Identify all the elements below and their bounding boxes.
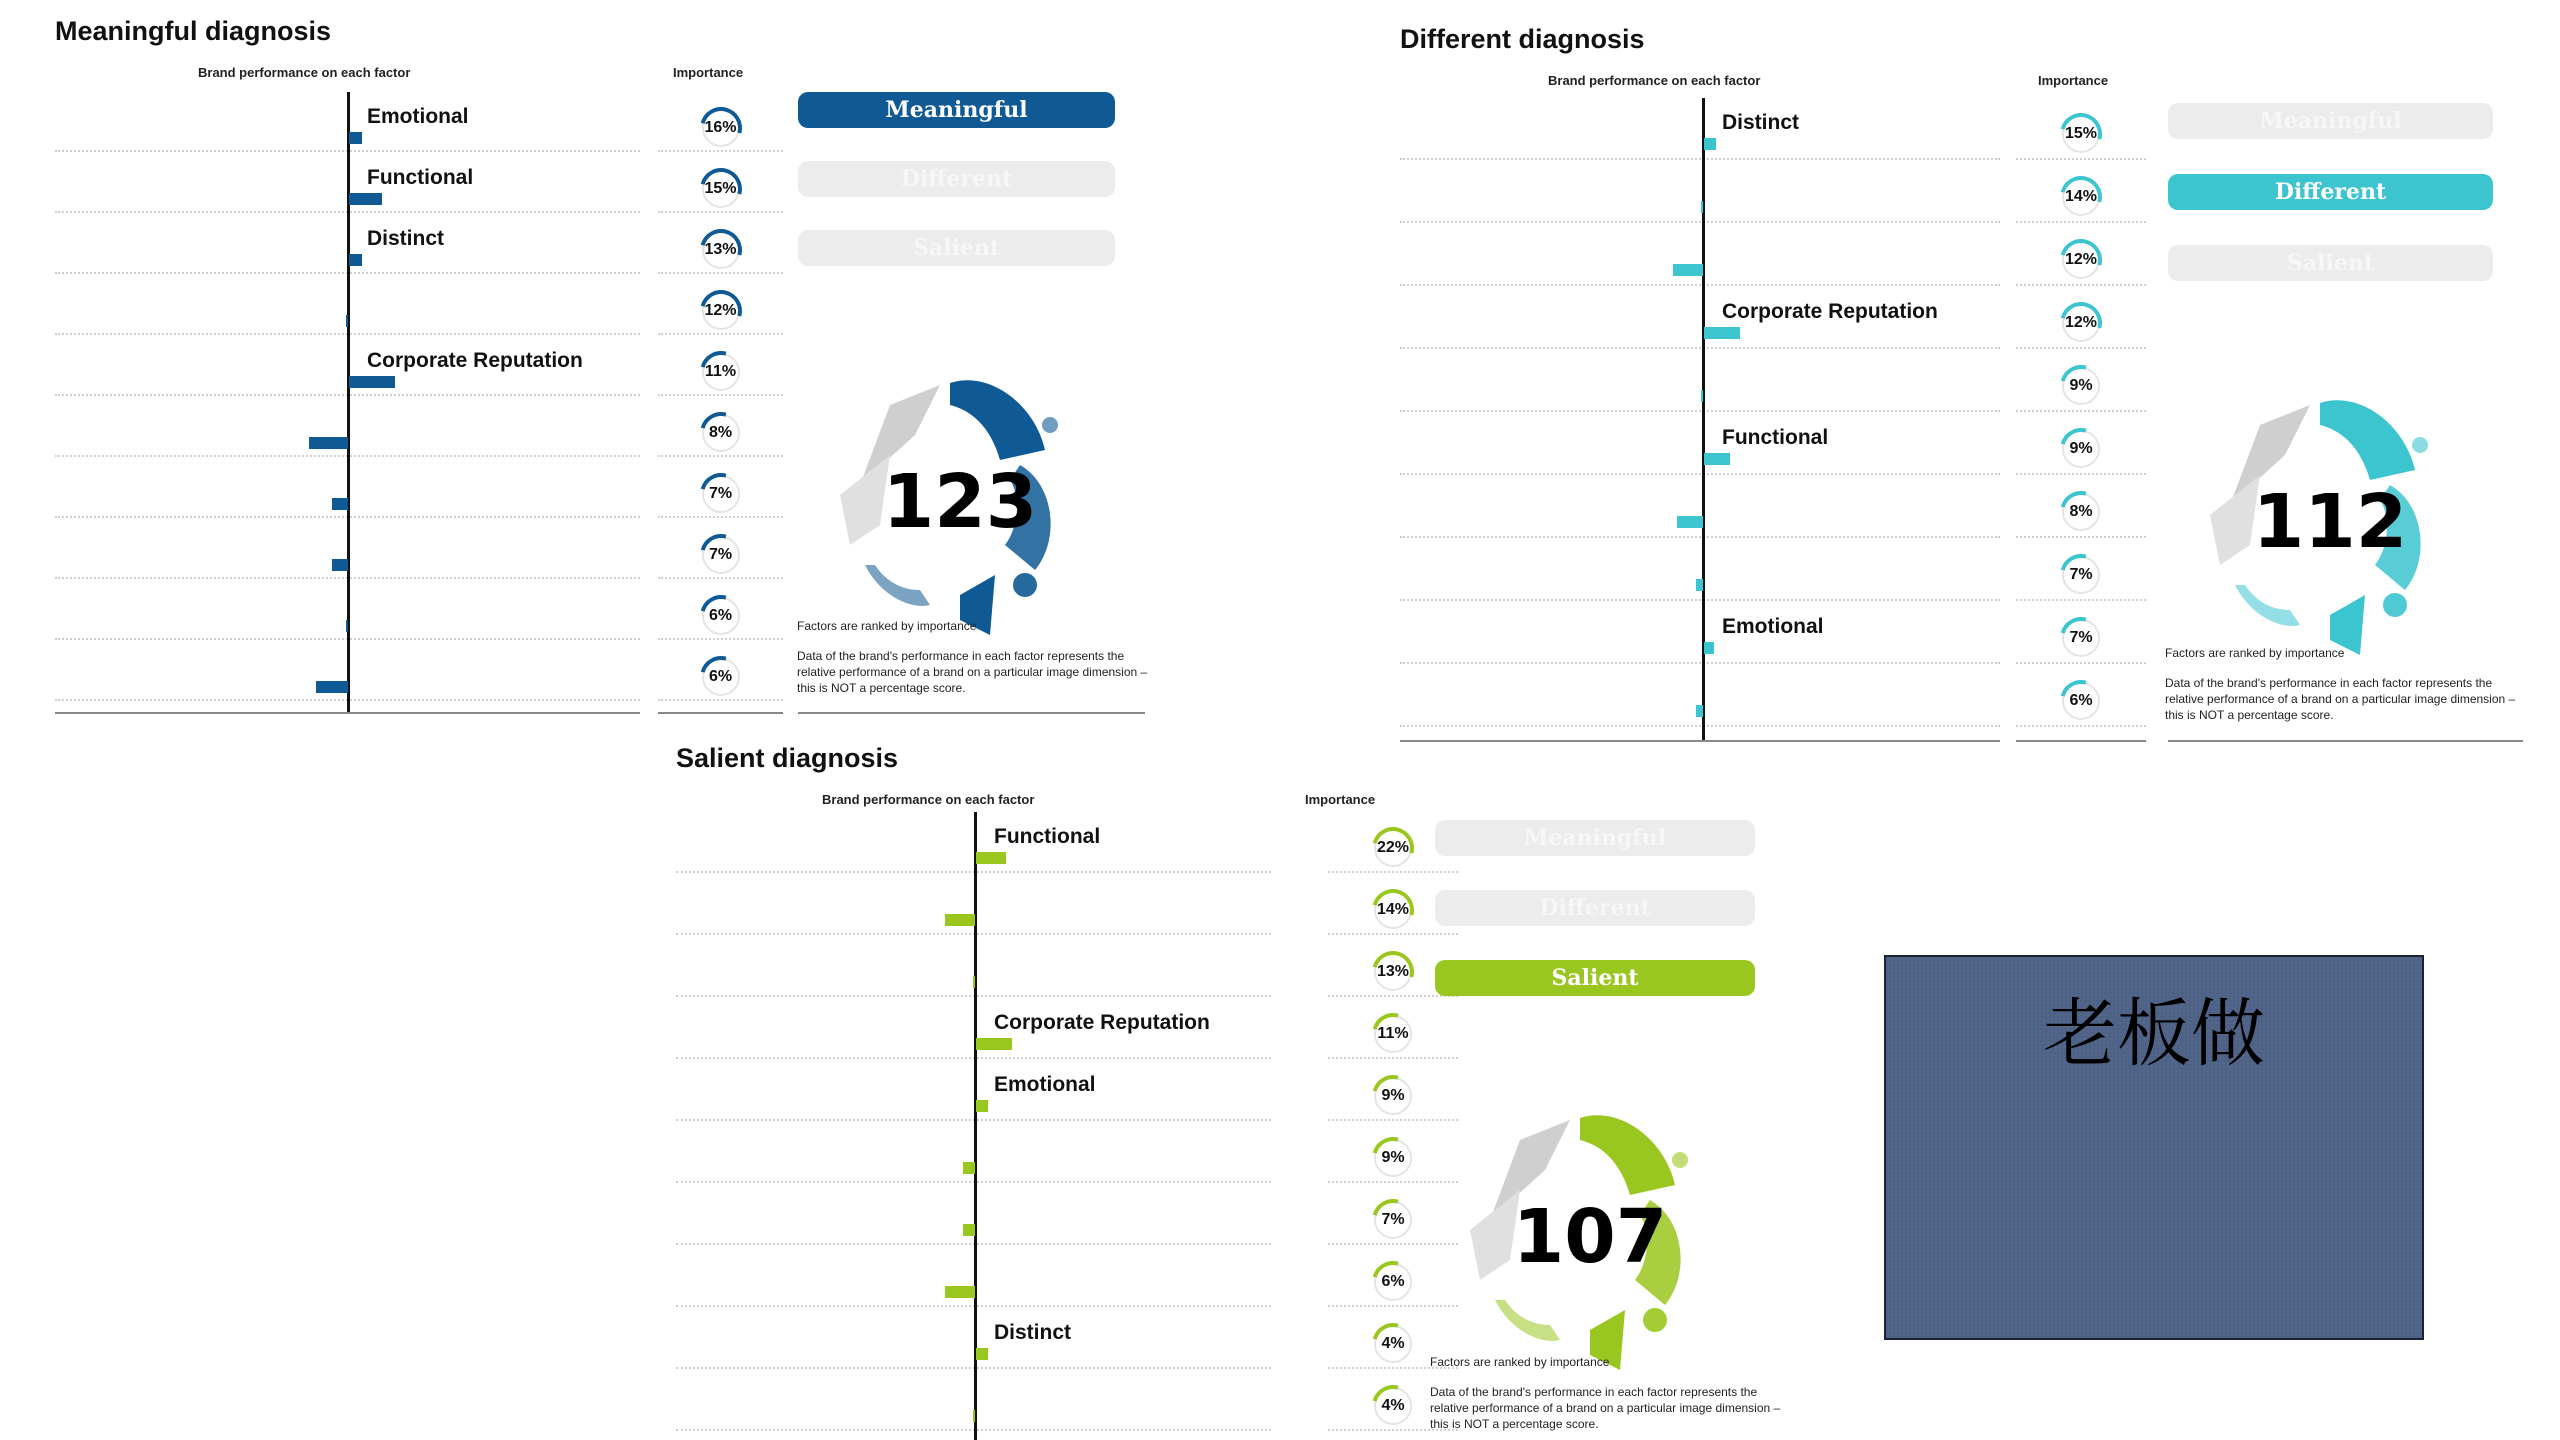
factor-bar	[976, 1038, 1012, 1050]
grid-line	[1400, 347, 2000, 349]
factor-bar	[976, 852, 1006, 864]
factor-bar	[309, 437, 348, 449]
factor-bar	[316, 681, 349, 693]
importance-value: 14%	[2064, 188, 2098, 205]
importance-value: 16%	[704, 119, 737, 136]
grid-line	[2016, 410, 2146, 412]
importance-subhead: Importance	[1305, 792, 1376, 807]
panel-title: Salient diagnosis	[676, 743, 899, 773]
importance-value: 9%	[1381, 1149, 1405, 1166]
importance-value: 11%	[704, 363, 737, 380]
splash-shape	[1580, 1115, 1675, 1195]
factor-bar	[963, 1162, 975, 1174]
grid-line	[2016, 221, 2146, 223]
importance-value: 15%	[2064, 125, 2098, 142]
importance-value: 9%	[1381, 1087, 1405, 1104]
factor-bar	[945, 914, 975, 926]
importance-value: 7%	[1381, 1211, 1405, 1228]
boss-box-text: 老板做	[2043, 991, 2265, 1077]
pill-baseline	[798, 712, 1145, 714]
grid-line	[2016, 284, 2146, 286]
factor-bar	[1704, 642, 1714, 654]
grid-line	[2016, 725, 2146, 727]
panel-title: Different diagnosis	[1400, 24, 1645, 54]
factor-label: Corporate Reputation	[367, 349, 583, 372]
importance-value: 6%	[2069, 692, 2093, 709]
importance-gauge	[2062, 682, 2100, 720]
importance-gauge	[1374, 953, 1412, 991]
factor-bar	[346, 620, 348, 632]
importance-gauge	[1374, 1325, 1412, 1363]
importance-subhead: Importance	[673, 65, 744, 80]
importance-value: 12%	[2064, 251, 2098, 268]
panel-title: Meaningful diagnosis	[55, 16, 332, 46]
factor-bar	[332, 559, 348, 571]
factor-bar	[332, 498, 348, 510]
importance-gauge	[2062, 493, 2100, 531]
chart-baseline	[1400, 740, 2000, 742]
importance-value: 7%	[2069, 566, 2093, 583]
importance-value: 13%	[704, 241, 737, 258]
performance-subhead: Brand performance on each factor	[822, 792, 1035, 807]
importance-baseline	[658, 712, 783, 714]
pill-salient: Salient	[1435, 960, 1755, 996]
importance-baseline	[2016, 740, 2146, 742]
splash-shape	[1013, 573, 1037, 597]
factor-label: Corporate Reputation	[994, 1011, 1210, 1034]
factor-label: Emotional	[367, 105, 469, 128]
importance-value: 6%	[1381, 1273, 1405, 1290]
importance-gauge	[702, 231, 740, 269]
factor-bar	[973, 1410, 975, 1422]
importance-value: 11%	[1377, 1025, 1409, 1042]
factor-label: Functional	[994, 825, 1101, 848]
importance-value: 9%	[2069, 440, 2093, 457]
pill-different: Different	[2168, 174, 2493, 210]
factor-bar	[976, 1348, 988, 1360]
importance-gauge	[2062, 430, 2100, 468]
importance-value: 6%	[708, 668, 733, 685]
factor-label: Corporate Reputation	[1722, 300, 1938, 323]
factor-bar	[973, 976, 975, 988]
importance-gauge	[2062, 619, 2100, 657]
grid-line	[2016, 473, 2146, 475]
importance-value: 12%	[704, 302, 737, 319]
splash-shape	[2383, 593, 2407, 617]
factor-bar	[1696, 579, 1703, 591]
importance-value: 7%	[708, 485, 733, 502]
pill-different: Different	[798, 161, 1115, 197]
importance-value: 9%	[2069, 377, 2093, 394]
factor-bar	[346, 315, 348, 327]
grid-line	[2016, 599, 2146, 601]
importance-value: 13%	[1376, 963, 1410, 980]
importance-gauge	[2062, 241, 2100, 279]
ranking-note: Factors are ranked by importance	[2165, 646, 2345, 660]
importance-gauge	[702, 109, 740, 147]
grid-line	[658, 577, 783, 579]
score-badge	[1450, 1100, 1730, 1380]
score-value: 107	[1512, 1194, 1668, 1281]
grid-line	[658, 516, 783, 518]
factor-bar	[1704, 138, 1716, 150]
factor-label: Distinct	[367, 227, 445, 250]
importance-value: 8%	[708, 424, 733, 441]
importance-value: 7%	[708, 546, 733, 563]
splash-shape	[1672, 1152, 1688, 1168]
grid-line	[2016, 662, 2146, 664]
importance-gauge	[702, 536, 740, 574]
splash-shape	[1495, 1300, 1560, 1341]
factor-bar	[349, 254, 362, 266]
grid-line	[1328, 871, 1458, 873]
score-badge	[820, 365, 1100, 645]
importance-gauge	[702, 475, 740, 513]
factor-bar	[349, 132, 362, 144]
importance-gauge	[1374, 891, 1412, 929]
score-value: 112	[2252, 479, 2408, 566]
grid-line	[2016, 536, 2146, 538]
data-note: Data of the brand's performance in each factor represents the relative performance of a brand on a particular image dimension – this is NOT a percentage score.	[797, 649, 1148, 695]
grid-line	[658, 272, 783, 274]
data-note: Data of the brand's performance in each factor represents the relative performance of a brand on a particular image dimension – this is NOT a percentage score.	[1430, 1385, 1781, 1431]
importance-value: 7%	[2069, 629, 2093, 646]
importance-gauge	[1374, 1263, 1412, 1301]
importance-gauge	[702, 597, 740, 635]
performance-subhead: Brand performance on each factor	[198, 65, 411, 80]
factor-label: Distinct	[994, 1321, 1072, 1344]
pill-baseline	[2168, 740, 2523, 742]
importance-gauge	[1374, 829, 1412, 867]
importance-gauge	[702, 353, 740, 391]
grid-line	[1400, 473, 2000, 475]
importance-value: 15%	[704, 180, 737, 197]
factor-bar	[945, 1286, 975, 1298]
grid-line	[1328, 1243, 1458, 1245]
zero-axis	[974, 812, 977, 1440]
zero-axis	[347, 92, 350, 712]
pill-salient: Salient	[2168, 245, 2493, 281]
grid-line	[1400, 284, 2000, 286]
importance-gauge	[1374, 1139, 1412, 1177]
grid-line	[658, 394, 783, 396]
factor-bar	[1677, 516, 1703, 528]
grid-line	[1400, 599, 2000, 601]
boss-box	[1884, 955, 2424, 1340]
importance-gauge	[1374, 1201, 1412, 1239]
grid-line	[658, 333, 783, 335]
importance-value: 4%	[1381, 1397, 1405, 1414]
importance-gauge	[702, 170, 740, 208]
importance-gauge	[702, 292, 740, 330]
score-value: 123	[882, 459, 1038, 546]
factor-bar	[1701, 390, 1703, 402]
grid-line	[1400, 410, 2000, 412]
importance-value: 22%	[1376, 839, 1410, 856]
factor-label: Distinct	[1722, 111, 1800, 134]
factor-bar	[1704, 327, 1740, 339]
factor-bar	[963, 1224, 975, 1236]
factor-label: Functional	[367, 166, 474, 189]
pill-meaningful: Meaningful	[798, 92, 1115, 128]
chart-baseline	[55, 712, 640, 714]
performance-subhead: Brand performance on each factor	[1548, 73, 1761, 88]
factor-bar	[349, 376, 395, 388]
importance-gauge	[2062, 367, 2100, 405]
splash-shape	[1643, 1308, 1667, 1332]
factor-label: Emotional	[1722, 615, 1824, 638]
importance-value: 14%	[1376, 901, 1410, 918]
grid-line	[658, 211, 783, 213]
importance-value: 8%	[2069, 503, 2093, 520]
grid-line	[658, 699, 783, 701]
data-note: Data of the brand's performance in each factor represents the relative performance of a brand on a particular image dimension – this is NOT a percentage score.	[2165, 676, 2516, 722]
splash-shape	[2320, 400, 2415, 480]
grid-line	[1400, 725, 2000, 727]
splash-shape	[1042, 417, 1058, 433]
splash-shape	[2235, 585, 2300, 626]
importance-gauge	[2062, 115, 2100, 153]
importance-gauge	[1374, 1015, 1412, 1053]
importance-gauge	[702, 414, 740, 452]
factor-bar	[1701, 201, 1703, 213]
importance-gauge	[1374, 1387, 1412, 1425]
splash-shape	[2412, 437, 2428, 453]
grid-line	[1328, 995, 1458, 997]
pill-salient: Salient	[798, 230, 1115, 266]
factor-bar	[349, 193, 382, 205]
grid-line	[1328, 933, 1458, 935]
grid-line	[2016, 158, 2146, 160]
importance-value: 6%	[708, 607, 733, 624]
factor-bar	[976, 1100, 988, 1112]
ranking-note: Factors are ranked by importance	[1430, 1355, 1610, 1369]
grid-line	[1328, 1305, 1458, 1307]
grid-line	[1400, 536, 2000, 538]
pill-meaningful: Meaningful	[2168, 103, 2493, 139]
score-badge	[2190, 385, 2470, 665]
grid-line	[1400, 221, 2000, 223]
grid-line	[1328, 1057, 1458, 1059]
factor-label: Functional	[1722, 426, 1829, 449]
grid-line	[658, 638, 783, 640]
grid-line	[658, 150, 783, 152]
grid-line	[1328, 1181, 1458, 1183]
importance-gauge	[702, 658, 740, 696]
factor-bar	[1696, 705, 1703, 717]
importance-gauge	[2062, 304, 2100, 342]
factor-bar	[1704, 453, 1730, 465]
importance-value: 4%	[1381, 1335, 1405, 1352]
importance-gauge	[2062, 178, 2100, 216]
factor-bar	[1673, 264, 1703, 276]
grid-line	[1328, 1119, 1458, 1121]
splash-shape	[865, 565, 930, 606]
importance-gauge	[1374, 1077, 1412, 1115]
importance-gauge	[2062, 556, 2100, 594]
factor-label: Emotional	[994, 1073, 1096, 1096]
pill-different: Different	[1435, 890, 1755, 926]
grid-line	[2016, 347, 2146, 349]
grid-line	[1400, 158, 2000, 160]
importance-value: 12%	[2064, 314, 2098, 331]
grid-line	[1400, 662, 2000, 664]
ranking-note: Factors are ranked by importance	[797, 619, 977, 633]
importance-subhead: Importance	[2038, 73, 2109, 88]
grid-line	[658, 455, 783, 457]
pill-meaningful: Meaningful	[1435, 820, 1755, 856]
splash-shape	[950, 380, 1045, 460]
